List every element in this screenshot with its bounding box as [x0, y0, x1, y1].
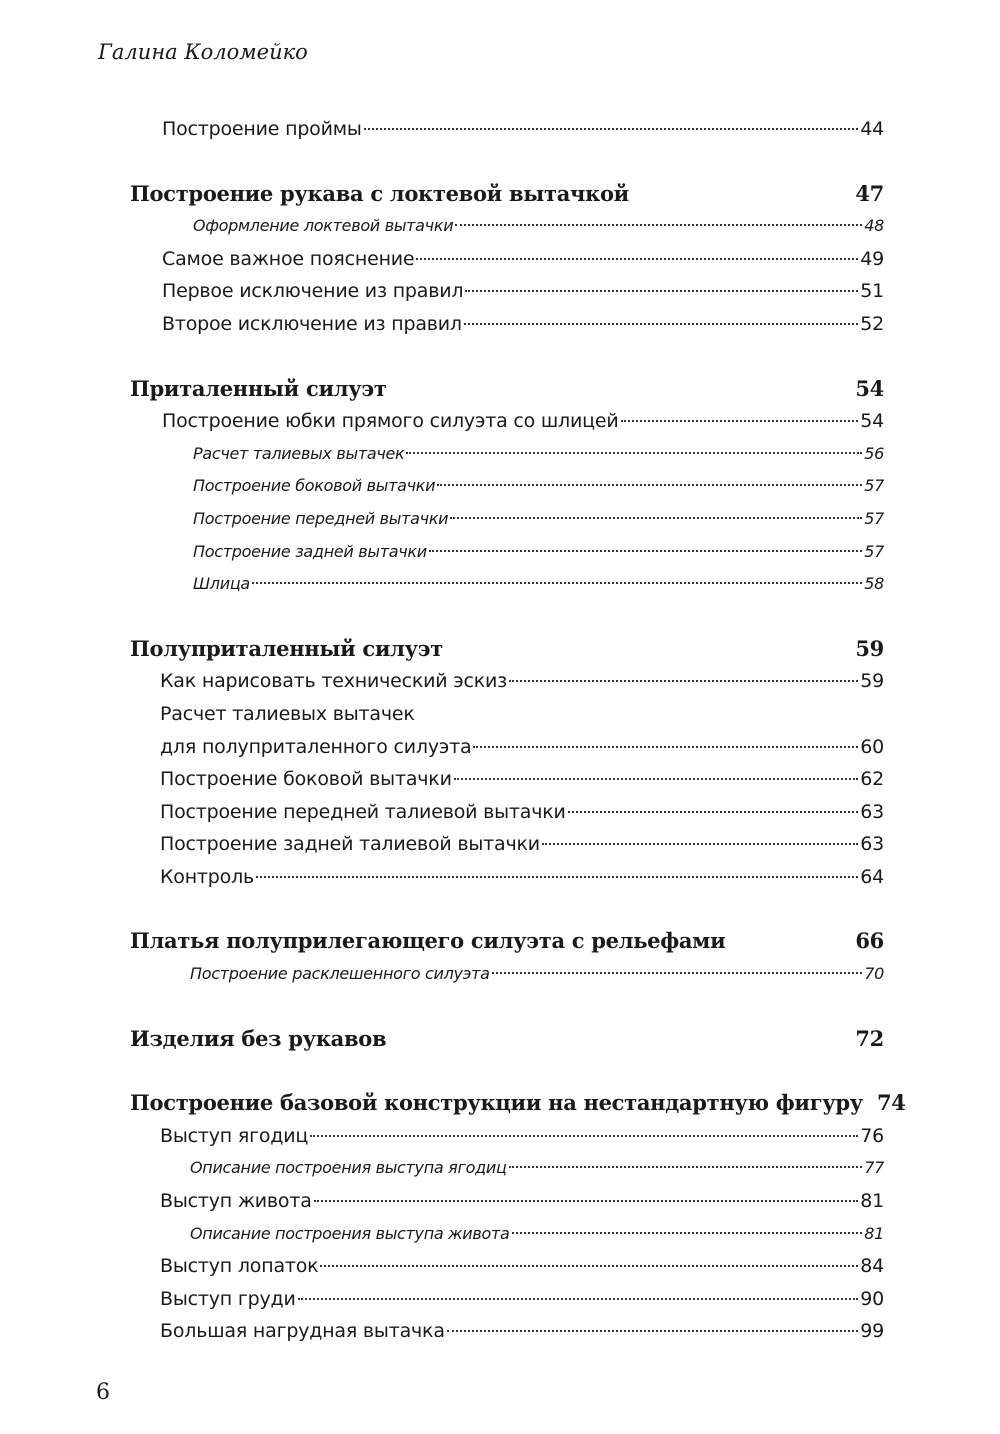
toc-entry-page: 47: [855, 180, 884, 206]
toc-entry-page: 52: [860, 312, 884, 335]
toc-entry-title: Приталенный силуэт: [130, 375, 387, 401]
toc-entry-page: 77: [864, 1158, 884, 1178]
dot-leader: [568, 811, 859, 813]
toc-entry: [0, 828, 1000, 861]
toc-entry-title: Описание построения выступа живота: [190, 1223, 510, 1243]
toc-entry-title: для полуприталенного силуэта: [160, 735, 472, 758]
dot-leader: [437, 484, 862, 486]
toc-entry: [0, 763, 1000, 796]
dot-leader: [455, 224, 862, 226]
toc-entry-page: 84: [860, 1255, 884, 1278]
toc-entry: [0, 275, 1000, 308]
dot-leader: [256, 876, 858, 878]
dot-leader: [298, 1298, 859, 1300]
toc-entry-page: 81: [864, 1223, 884, 1243]
dot-leader: [512, 1232, 863, 1234]
toc-section-heading: [0, 633, 1000, 666]
dot-leader: [416, 258, 858, 260]
toc-entry-page: 66: [855, 928, 884, 954]
dot-leader: [454, 778, 859, 780]
dot-leader: [252, 582, 862, 584]
toc-entry-page: 49: [860, 247, 884, 270]
toc-entry: [0, 1250, 1000, 1283]
dot-leader: [542, 843, 858, 845]
toc-entry-page: 76: [860, 1124, 884, 1147]
toc-entry: [0, 796, 1000, 829]
toc-entry-title: Контроль: [160, 865, 255, 888]
dot-leader: [364, 128, 859, 130]
toc-entry-page: 58: [864, 574, 884, 594]
toc-entry-page: 70: [864, 964, 884, 984]
toc-entry-page: 60: [860, 735, 884, 758]
toc-entry: [0, 308, 1000, 341]
toc-entry-title: Большая нагрудная вытачка: [160, 1320, 445, 1343]
toc-entry-title: Построение проймы: [162, 118, 362, 140]
toc-entry-title: Описание построения выступа ягодиц: [190, 1158, 507, 1178]
toc-entry-title: Полуприталенный силуэт: [130, 635, 443, 661]
running-header-author: Галина Коломейко: [98, 40, 308, 64]
toc-entry-title: Расчет талиевых вытачек: [193, 443, 405, 463]
toc-entry-page: 51: [860, 280, 884, 303]
toc-entry: [0, 665, 1000, 698]
toc-entry-title: Построение боковой вытачки: [160, 768, 452, 791]
dot-leader: [621, 420, 859, 422]
toc-entry-title: Оформление локтевой вытачки: [193, 216, 454, 236]
dot-leader: [509, 680, 858, 682]
toc-entry-title: Построение задней вытачки: [193, 541, 427, 561]
toc-entry: [0, 1120, 1000, 1153]
toc-entry-page: 90: [860, 1287, 884, 1310]
toc-entry: [0, 113, 1000, 146]
toc-entry-page: 44: [860, 118, 884, 140]
toc-entry: [0, 1152, 1000, 1185]
toc-entry-page: 54: [860, 410, 884, 433]
dot-leader: [429, 550, 862, 552]
toc-entry-page: 63: [860, 800, 884, 823]
toc-entry-title: Выступ ягодиц: [160, 1124, 309, 1147]
toc-entry-page: 54: [855, 375, 884, 401]
toc-entry: [0, 1283, 1000, 1316]
dot-leader: [464, 323, 858, 325]
toc-entry-page: 48: [864, 216, 884, 236]
toc-entry-title: Изделия без рукавов: [130, 1025, 387, 1051]
toc-entry-title: Расчет талиевых вытачек: [160, 702, 415, 725]
toc-entry-page: 74: [876, 1090, 906, 1116]
toc-entry: [0, 536, 1000, 569]
toc-entry-title: Построение задней талиевой вытачки: [160, 833, 540, 856]
dot-leader: [406, 452, 862, 454]
toc-entry: [0, 731, 1000, 764]
toc-entry: [0, 405, 1000, 438]
toc-entry-title: Построение боковой вытачки: [193, 476, 436, 496]
page-number: 6: [96, 1380, 110, 1405]
toc-entry-page: 57: [864, 541, 884, 561]
toc-entry-page: 62: [860, 768, 884, 791]
toc-entry-title: Построение передней талиевой вытачки: [160, 800, 566, 823]
toc-entry-page: 99: [860, 1320, 884, 1343]
toc-entry: [0, 210, 1000, 243]
dot-leader: [492, 972, 863, 974]
toc-entry-page: 59: [860, 670, 884, 693]
dot-leader: [450, 517, 862, 519]
toc-entry-page: 57: [864, 476, 884, 496]
toc-entry-page: 63: [860, 833, 884, 856]
toc-entry-page: 57: [864, 508, 884, 528]
toc-entry-title: Шлица: [193, 574, 250, 594]
toc-entry-title: Построение юбки прямого силуэта со шлицей: [162, 410, 619, 433]
toc-entry-page: 56: [864, 443, 884, 463]
toc-section-heading: [0, 1087, 1000, 1120]
toc-entry-title: Построение расклешенного силуэта: [190, 964, 490, 984]
toc-section-heading: [0, 373, 1000, 406]
toc-entry: [0, 861, 1000, 894]
dot-leader: [473, 746, 858, 748]
dot-leader: [320, 1265, 858, 1267]
toc-entry: [0, 1315, 1000, 1348]
toc-entry-page: 59: [855, 635, 884, 661]
dot-leader: [509, 1166, 863, 1168]
toc-entry-title: Построение базовой конструкции на нестандартную фигуру: [130, 1090, 863, 1116]
toc-entry-page: 72: [855, 1025, 884, 1051]
toc-entry-title: Как нарисовать технический эскиз: [160, 670, 508, 693]
toc-entry: [0, 470, 1000, 503]
toc-entry: [0, 698, 1000, 731]
toc-section-heading: [0, 925, 1000, 958]
dot-leader: [314, 1200, 859, 1202]
toc-entry-title: Платья полуприлегающего силуэта с рельефами: [130, 928, 726, 954]
dot-leader: [465, 290, 858, 292]
toc-entry: [0, 438, 1000, 471]
toc-entry: [0, 1185, 1000, 1218]
toc-section-heading: [0, 1023, 1000, 1056]
table-of-contents: [0, 113, 1000, 1348]
toc-entry: [0, 568, 1000, 601]
toc-entry-title: Второе исключение из правил: [162, 312, 462, 335]
toc-entry-title: Выступ груди: [160, 1287, 296, 1310]
toc-entry: [0, 958, 1000, 991]
dot-leader: [447, 1330, 858, 1332]
toc-entry-page: 81: [860, 1190, 884, 1213]
toc-entry-title: Выступ живота: [160, 1190, 312, 1213]
toc-entry-page: 64: [860, 865, 884, 888]
dot-leader: [310, 1135, 858, 1137]
toc-entry: [0, 1218, 1000, 1251]
toc-entry-title: Первое исключение из правил: [162, 280, 464, 303]
toc-entry-title: Построение передней вытачки: [193, 508, 449, 528]
toc-entry: [0, 243, 1000, 276]
toc-entry-title: Построение рукава с локтевой вытачкой: [130, 180, 629, 206]
toc-entry: [0, 503, 1000, 536]
toc-section-heading: [0, 178, 1000, 211]
toc-entry-title: Выступ лопаток: [160, 1255, 319, 1278]
toc-entry-title: Самое важное пояснение: [162, 247, 415, 270]
